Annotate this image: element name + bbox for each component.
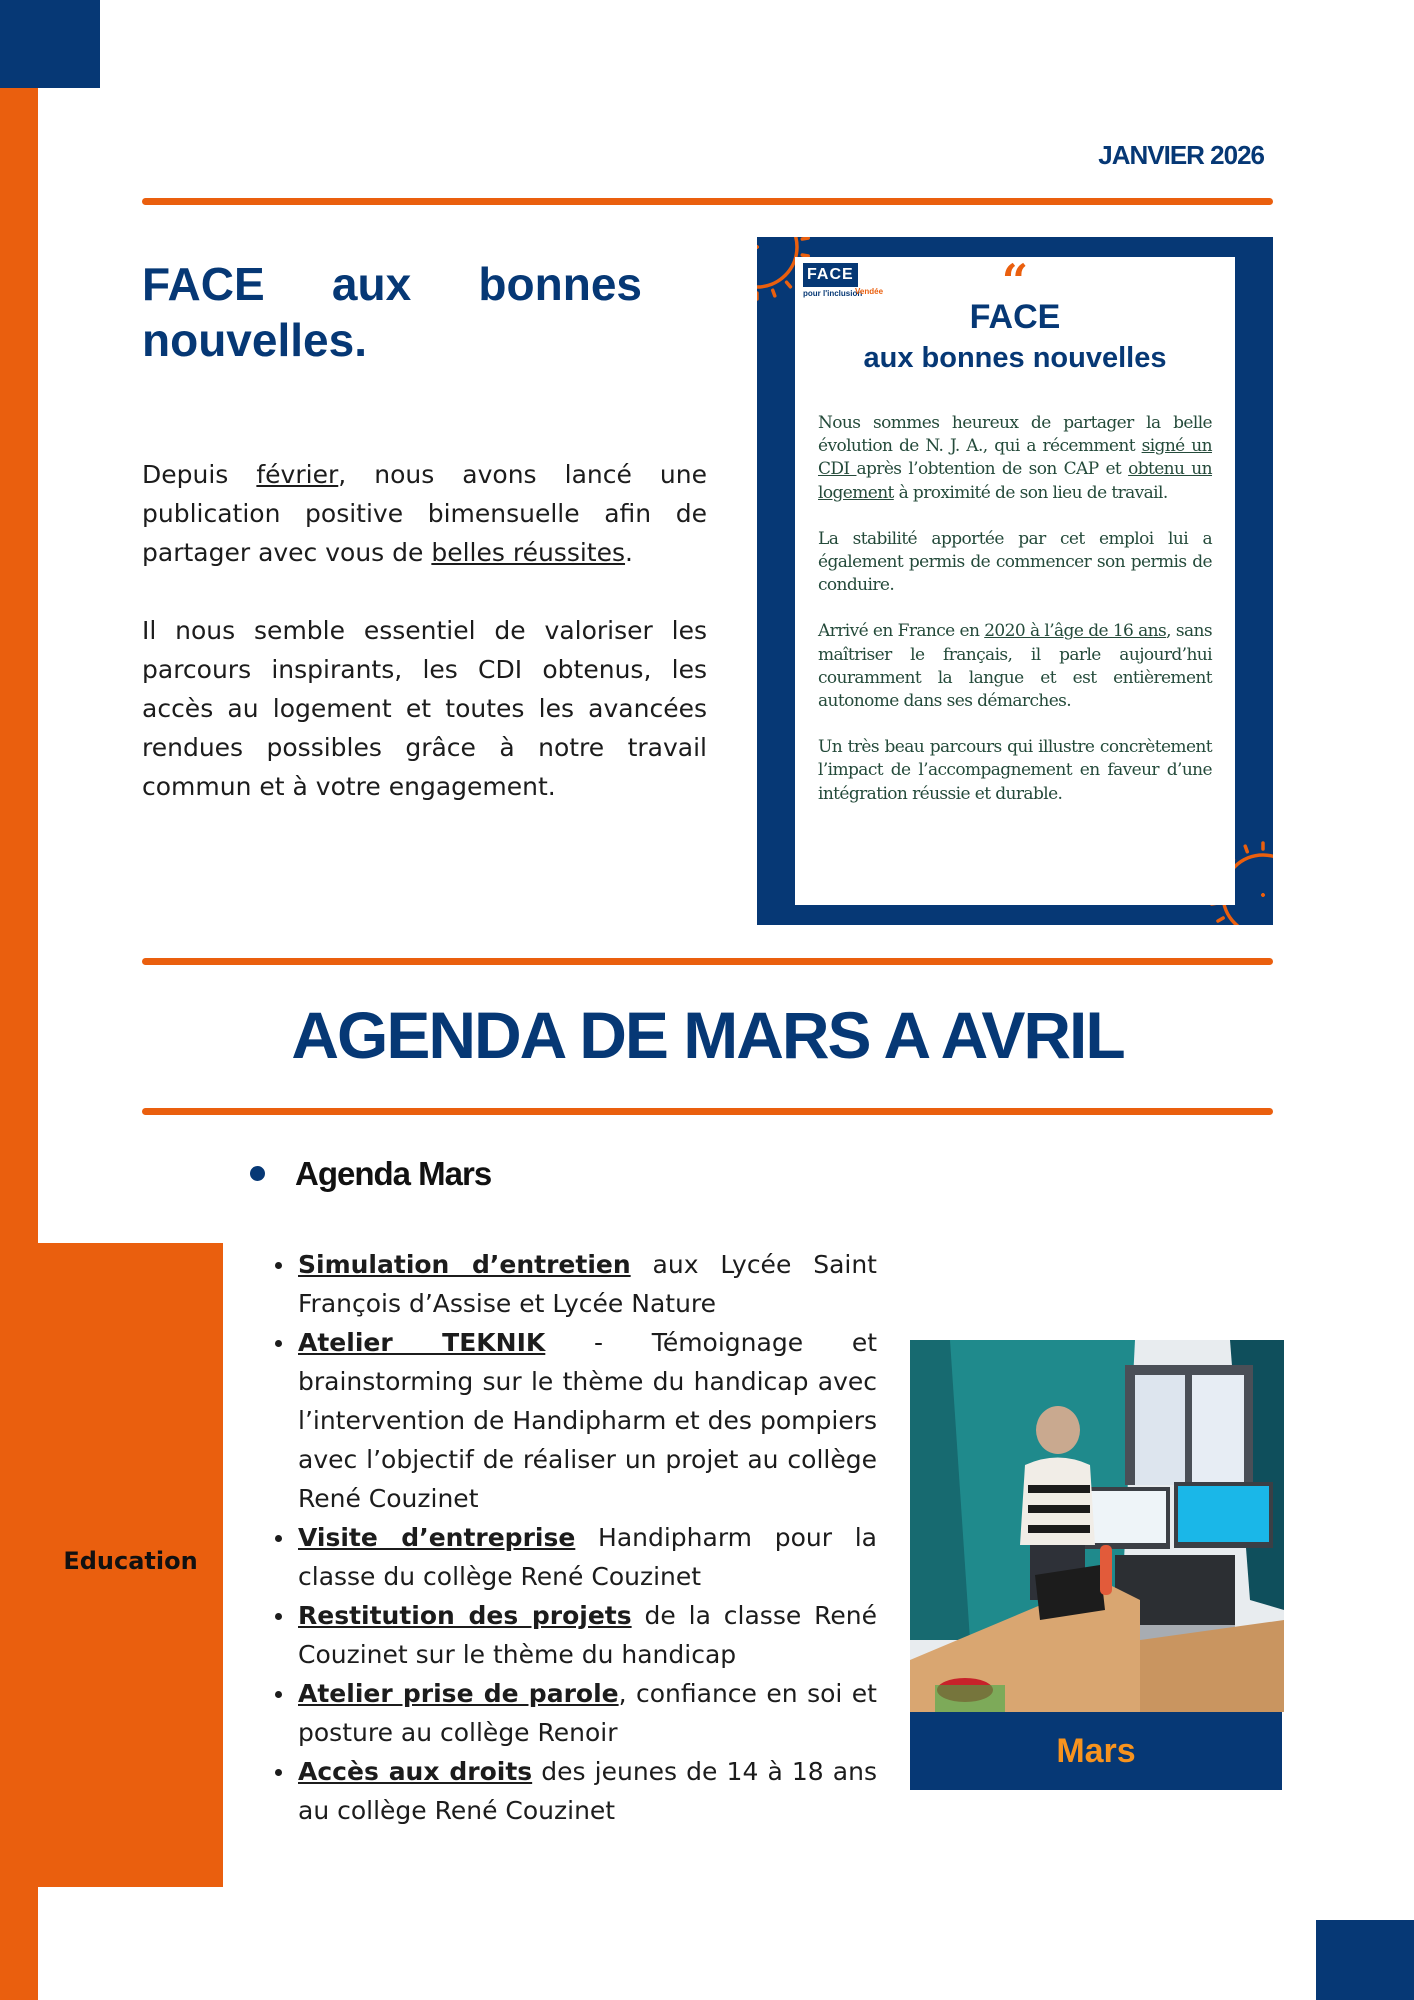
issue-date: JANVIER 2026 (1098, 140, 1264, 170)
list-item: Accès aux droits des jeunes de 14 à 18 ans au collège René Couzinet (298, 1752, 877, 1830)
intro-paragraph-2: Il nous semble essentiel de valoriser les parcours inspirants, les CDI obtenus, les accès au logement et toutes les avancées rendues possibles grâce à notre travail commun et à votre engagement. (142, 616, 707, 801)
link-fevrier: février (256, 460, 339, 489)
divider-top (142, 198, 1273, 205)
list-item: Atelier prise de parole, confiance en soi et posture au collège Renoir (298, 1674, 877, 1752)
category-label: Education (63, 1547, 198, 1575)
list-item: Atelier TEKNIK - Témoignage et brainstorming sur le thème du handicap avec l’intervention de Handipharm et des pompiers avec l’objectif de réaliser un projet au collège René Couzinet (298, 1323, 877, 1518)
photo-caption: Mars (910, 1712, 1282, 1790)
list-item: Restitution des projets de la classe René Couzinet sur le thème du handicap (298, 1596, 877, 1674)
agenda-subtitle: Agenda Mars (250, 1155, 491, 1193)
logo-tagline: pour l'inclusion (803, 289, 863, 298)
link-belles-reussites: belles réussites (431, 538, 626, 567)
logo-face: FACE (803, 263, 858, 287)
section-title: FACE aux bonnes nouvelles. (142, 258, 642, 366)
card-subtitle: aux bonnes nouvelles (863, 342, 1167, 374)
bullet-icon (250, 1166, 265, 1181)
agenda-title: AGENDA DE MARS A AVRIL (291, 998, 1124, 1072)
logo-vendee: Vendée (855, 287, 884, 296)
card-paragraph-4: Un très beau parcours qui illustre concrètement l’impact de l’accompagnement en faveur d’une intégration réussie et durable. (818, 737, 1212, 804)
intro-text (142, 455, 707, 845)
divider-agenda (142, 1108, 1273, 1115)
card-title: FACE (969, 298, 1061, 336)
underlined-logement: obtenu un logement (818, 459, 1213, 503)
list-item: Simulation d’entretien aux Lycée Saint François d’Assise et Lycée Nature (298, 1245, 877, 1323)
card-paragraph-1: Nous sommes heureux de partager la belle évolution de N. J. A., qui a récemment signé un CDI après l’obtention de son CAP et obtenu un logement à proximité de son lieu de travail. (818, 413, 1213, 503)
card-paragraph-3: Arrivé en France en 2020 à l’âge de 16 ans, sans maîtriser le français, il parle aujourd’hui couramment la langue et est entièrement autonome dans ses démarches. (818, 621, 1212, 712)
card-content (795, 254, 1235, 905)
list-item: Visite d’entreprise Handipharm pour la classe du collège René Couzinet (298, 1518, 877, 1596)
card-paragraph-2: La stabilité apportée par cet emploi lui a également permis de commencer son permis de conduire. (818, 528, 1212, 596)
card-body (818, 412, 1212, 806)
good-news-card (757, 237, 1273, 925)
underlined-arrival: 2020 à l’âge de 16 ans (984, 621, 1167, 642)
workshop-photo (910, 1340, 1284, 1712)
underlined-cdi: signé un CDI (818, 436, 1212, 480)
divider-middle (142, 958, 1273, 965)
event-list (262, 1245, 877, 1830)
corner-block-top-left (0, 0, 100, 88)
workshop-photo-illustration (910, 1340, 1284, 1712)
quote-icon: “ (1001, 254, 1029, 308)
left-accent-bar (0, 88, 38, 2000)
corner-block-bottom-right (1316, 1920, 1414, 2000)
intro-paragraph-1: Depuis février, nous avons lancé une publication positive bimensuelle afin de partager avec vous de belles réussites. (142, 460, 707, 567)
